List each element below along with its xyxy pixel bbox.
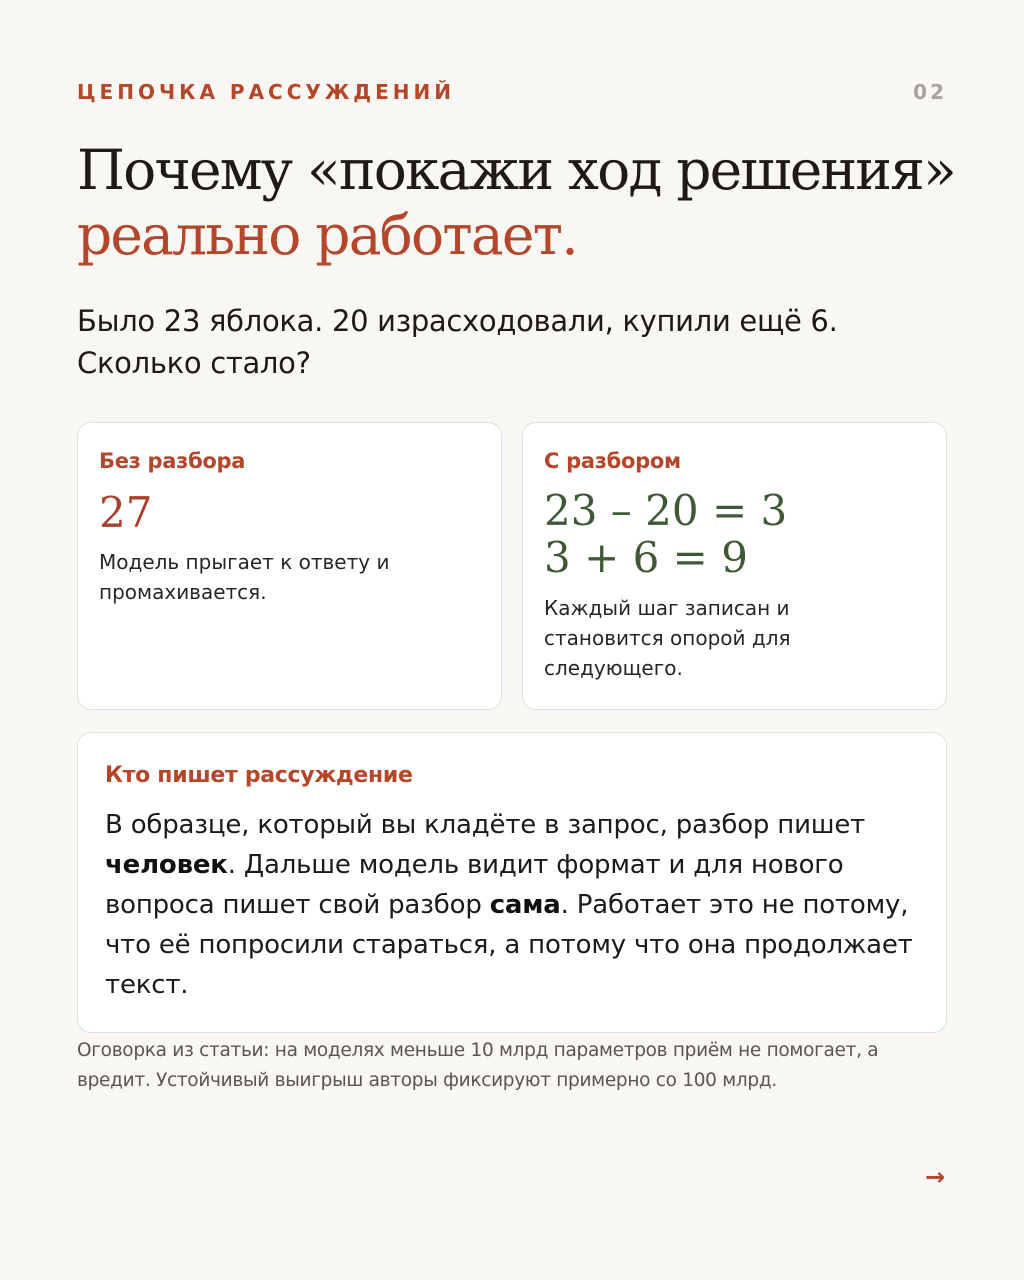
title-line: Почему «покажи ход решения» [77,138,955,202]
explanation-bold: сама [489,890,561,920]
reasoning-steps [544,487,787,581]
card-without-reasoning [77,422,502,710]
page-title [77,138,957,268]
card-description: Модель прыгает к ответу и промахивается. [99,550,390,604]
arrow-right-icon[interactable]: → [924,1163,946,1191]
reasoning-step: 3 + 6 = 9 [544,533,748,582]
card-label: С разбором [544,449,681,473]
wrong-answer: 27 [99,488,153,537]
explanation-card [77,732,947,1033]
reasoning-step: 23 – 20 = 3 [544,486,788,535]
title-accent-line: реально работает. [77,203,577,267]
card-label: Кто пишет рассуждение [105,763,413,788]
card-label: Без разбора [99,449,246,473]
card-with-reasoning [522,422,947,710]
page-number: 02 [913,80,947,104]
problem-statement: Было 23 яблока. 20 израсходовали, купили ещё 6. Сколько стало? [77,304,838,380]
explanation-bold: человек [105,850,228,880]
explanation-text [105,805,920,1005]
explanation-segment: В образце, который вы кладёте в запрос, разбор пишет [105,810,866,840]
section-eyebrow: ЦЕПОЧКА РАССУЖДЕНИЙ [77,80,455,104]
explanation-segment: . Работает это не потому, что её попросили стараться, а потому что она продолжает текст. [105,890,913,1000]
footnote: Оговорка из статьи: на моделях меньше 10 млрд параметров приём не помогает, а вредит. Устойчивый выигрыш авторы фиксируют примерно со 100 млрд. [77,1040,879,1091]
card-description: Каждый шаг записан и становится опорой для следующего. [544,596,791,680]
explanation-segment: . Дальше модель видит формат и для нового вопроса пишет свой разбор [105,850,844,920]
